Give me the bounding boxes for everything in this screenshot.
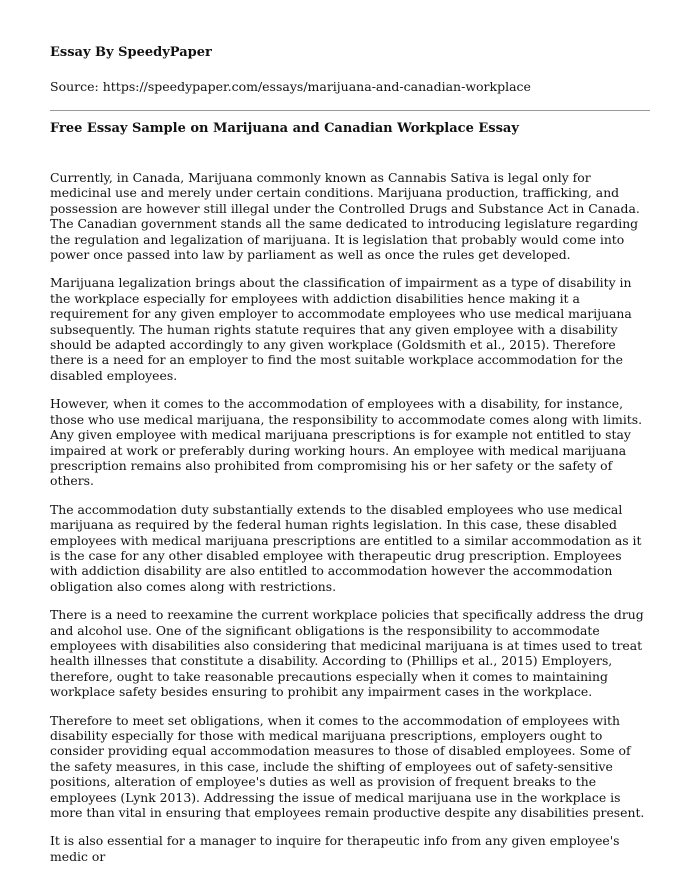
site-title: Essay By SpeedyPaper <box>50 45 212 60</box>
document-header <box>50 44 650 95</box>
paragraph: It is also essential for a manager to inquire for therapeutic info from any given employee's medic or <box>50 833 620 864</box>
paragraph: However, when it comes to the accommodation of employees with a disability, for instance, those who use medical marijuana, the responsibility to accommodate comes along with limits. Any given employee with medical marijuana prescriptions is for example not entitled to stay impaired at work or preferably during working hours. An employee with medical marijuana prescription remains also prohibited from compromising his or her safety or the safety of others. <box>50 396 643 489</box>
source-line <box>50 78 650 95</box>
paragraph: Marijuana legalization brings about the classification of impairment as a type of disability in the workplace especially for employees with addiction disabilities hence making it a requirement for any given employer to accommodate employees who use medical marijuana subsequently. The human rights statute requires that any given employee with a disability should be adapted accordingly to any given workplace (Goldsmith et al., 2015). Therefore there is a need for an employer to find the most suitable workplace accommodation for the disabled employees. <box>50 275 632 383</box>
paragraph: There is a need to reexamine the current workplace policies that specifically address the drug and alcohol use. One of the significant obligations is the responsibility to accommodate employees with disabilities also considering that medicinal marijuana is at times used to treat health illnesses that constitute a disability. According to (Phillips et al., 2015) Employers, therefore, ought to take reasonable precautions especially when it comes to maintaining workplace safety besides ensuring to prohibit any impairment cases in the workplace. <box>50 607 644 700</box>
header-divider <box>50 110 650 111</box>
essay-title: Free Essay Sample on Marijuana and Canadian Workplace Essay <box>50 121 519 136</box>
paragraph: Currently, in Canada, Marijuana commonly known as Cannabis Sativa is legal only for medicinal use and merely under certain conditions. Marijuana production, trafficking, and possession are however still illegal under the Controlled Drugs and Substance Act in Canada. The Canadian government stands all the same dedicated to introducing legislature regarding the regulation and legalization of marijuana. It is legislation that probably would come into power once passed into law by parliament as well as once the rules get developed. <box>50 170 640 263</box>
paragraph: The accommodation duty substantially extends to the disabled employees who use medical marijuana as required by the federal human rights legislation. In this case, these disabled employees with medical marijuana prescriptions are entitled to a similar accommodation as it is the case for any other disabled employee with therapeutic drug prescription. Employees with addiction disability are also entitled to accommodation however the accommodation obligation also comes along with restrictions. <box>50 501 642 594</box>
source-label: Source: <box>50 79 99 94</box>
essay-body <box>50 170 650 877</box>
source-url[interactable]: https://speedypaper.com/essays/marijuana-and-canadian-workplace <box>102 79 531 94</box>
paragraph: Therefore to meet set obligations, when it comes to the accommodation of employees with disability especially for those with medical marijuana prescriptions, employers ought to consider providing equal accommodation measures to those of disabled employees. Some of the safety measures, in this case, include the shifting of employees out of safety-sensitive positions, alteration of employee's duties as well as provision of frequent breaks to the employees (Lynk 2013). Addressing the issue of medical marijuana use in the workplace is more than vital in ensuring that employees remain productive despite any disabilities present. <box>50 712 645 821</box>
